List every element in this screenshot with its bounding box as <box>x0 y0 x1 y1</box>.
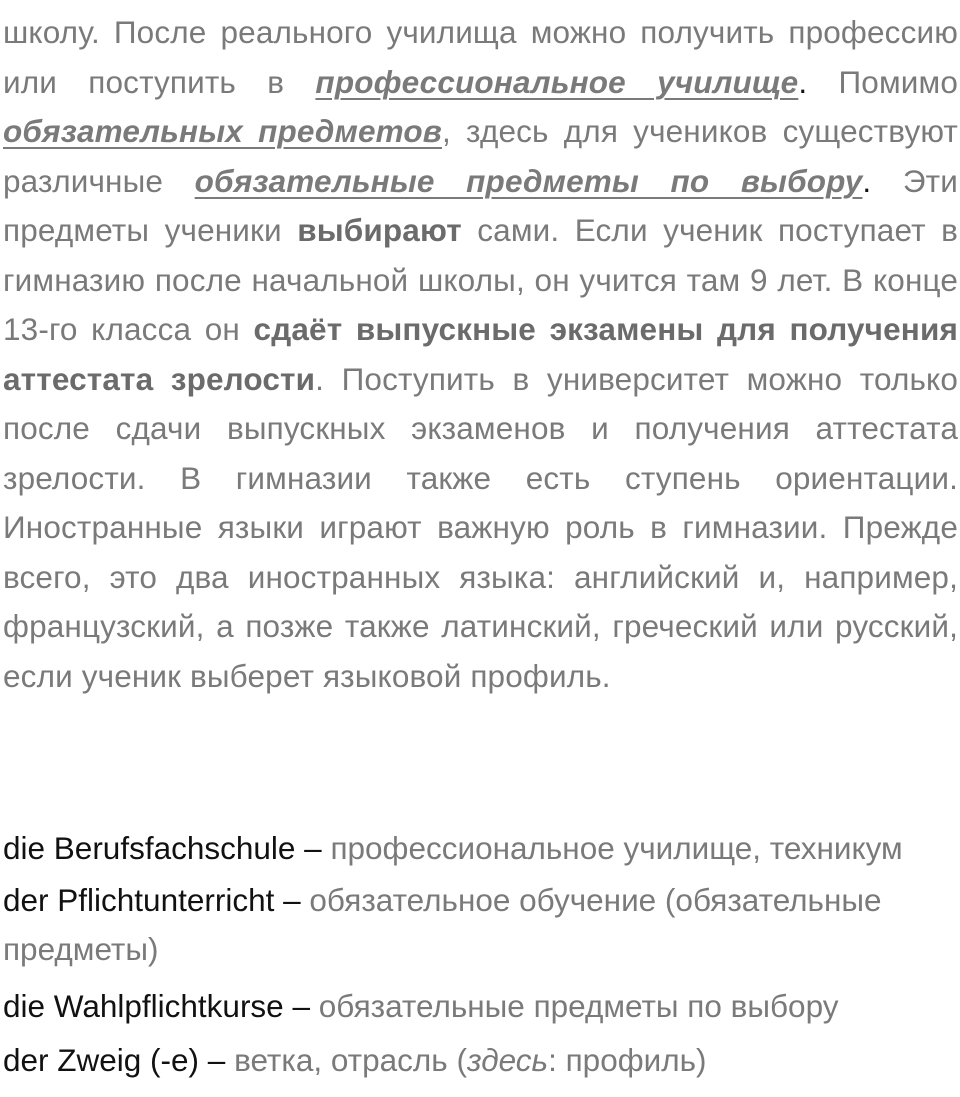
glossary-term: der Zweig (-e) <box>3 1042 200 1078</box>
glossary-definition: обязательные предметы по выбору <box>318 988 839 1024</box>
paragraph-text: школу. После реального училища можно получить профессию или поступить в <box>3 14 958 100</box>
definition-text: ветка, отрасль ( <box>234 1042 467 1078</box>
glossary-term: die Wahlpflichtkurse <box>3 988 284 1024</box>
glossary-definition: обязательное обучение (обязательные предметы) <box>3 882 882 967</box>
paragraph-text: Помимо <box>838 63 958 100</box>
term-elective-subjects: обязательные предметы по выбору <box>194 162 863 199</box>
bold-phrase-choose: выбирают <box>297 212 462 248</box>
paragraph-text: Эти предметы ученики <box>3 162 959 248</box>
paragraph-text: . Поступить в университет можно только после сдачи выпускных экзаменов и получения аттестата зрелости. В гимназии также есть ступень ориентации. Иностранные языки играют важную роль в гимназии. Прежде всего, это два иностранных языка: английский и, например, французский, а позже также латинский, греческий или русский, если ученик выберет языковой профиль. <box>3 360 958 694</box>
glossary-term: der Pflichtunterricht <box>3 882 275 918</box>
glossary-dash: – <box>274 882 310 918</box>
term-vocational-school: профессиональное училище <box>315 63 799 100</box>
glossary-dash: – <box>199 1042 235 1078</box>
glossary-item <box>3 1034 958 1086</box>
glossary-item <box>3 980 958 1032</box>
paragraph-text: . <box>798 63 839 100</box>
glossary-item <box>3 822 958 874</box>
glossary-list <box>3 822 958 1088</box>
paragraph-text: , здесь для учеников существуют различные <box>3 113 959 199</box>
paragraph-text: сами. Если ученик поступает в гимназию после начальной школы, он учится там 9 лет. В конце 13-го класса он <box>3 212 958 347</box>
glossary-dash: – <box>295 830 331 866</box>
bold-phrase-final-exams: сдаёт выпускные экзамены для получения аттестата зрелости <box>3 311 958 397</box>
glossary-item <box>3 876 958 974</box>
definition-italic-word: здесь <box>466 1042 549 1078</box>
body-paragraph <box>3 8 958 701</box>
glossary-definition <box>234 1042 706 1078</box>
paragraph-text: . <box>862 162 872 199</box>
glossary-term: die Berufsfachschule <box>3 830 296 866</box>
term-compulsory-subjects: обязательных предметов <box>3 113 442 149</box>
glossary-dash: – <box>283 988 319 1024</box>
definition-text: : профиль) <box>548 1042 707 1078</box>
glossary-definition: профессиональное училище, техникум <box>330 830 903 866</box>
